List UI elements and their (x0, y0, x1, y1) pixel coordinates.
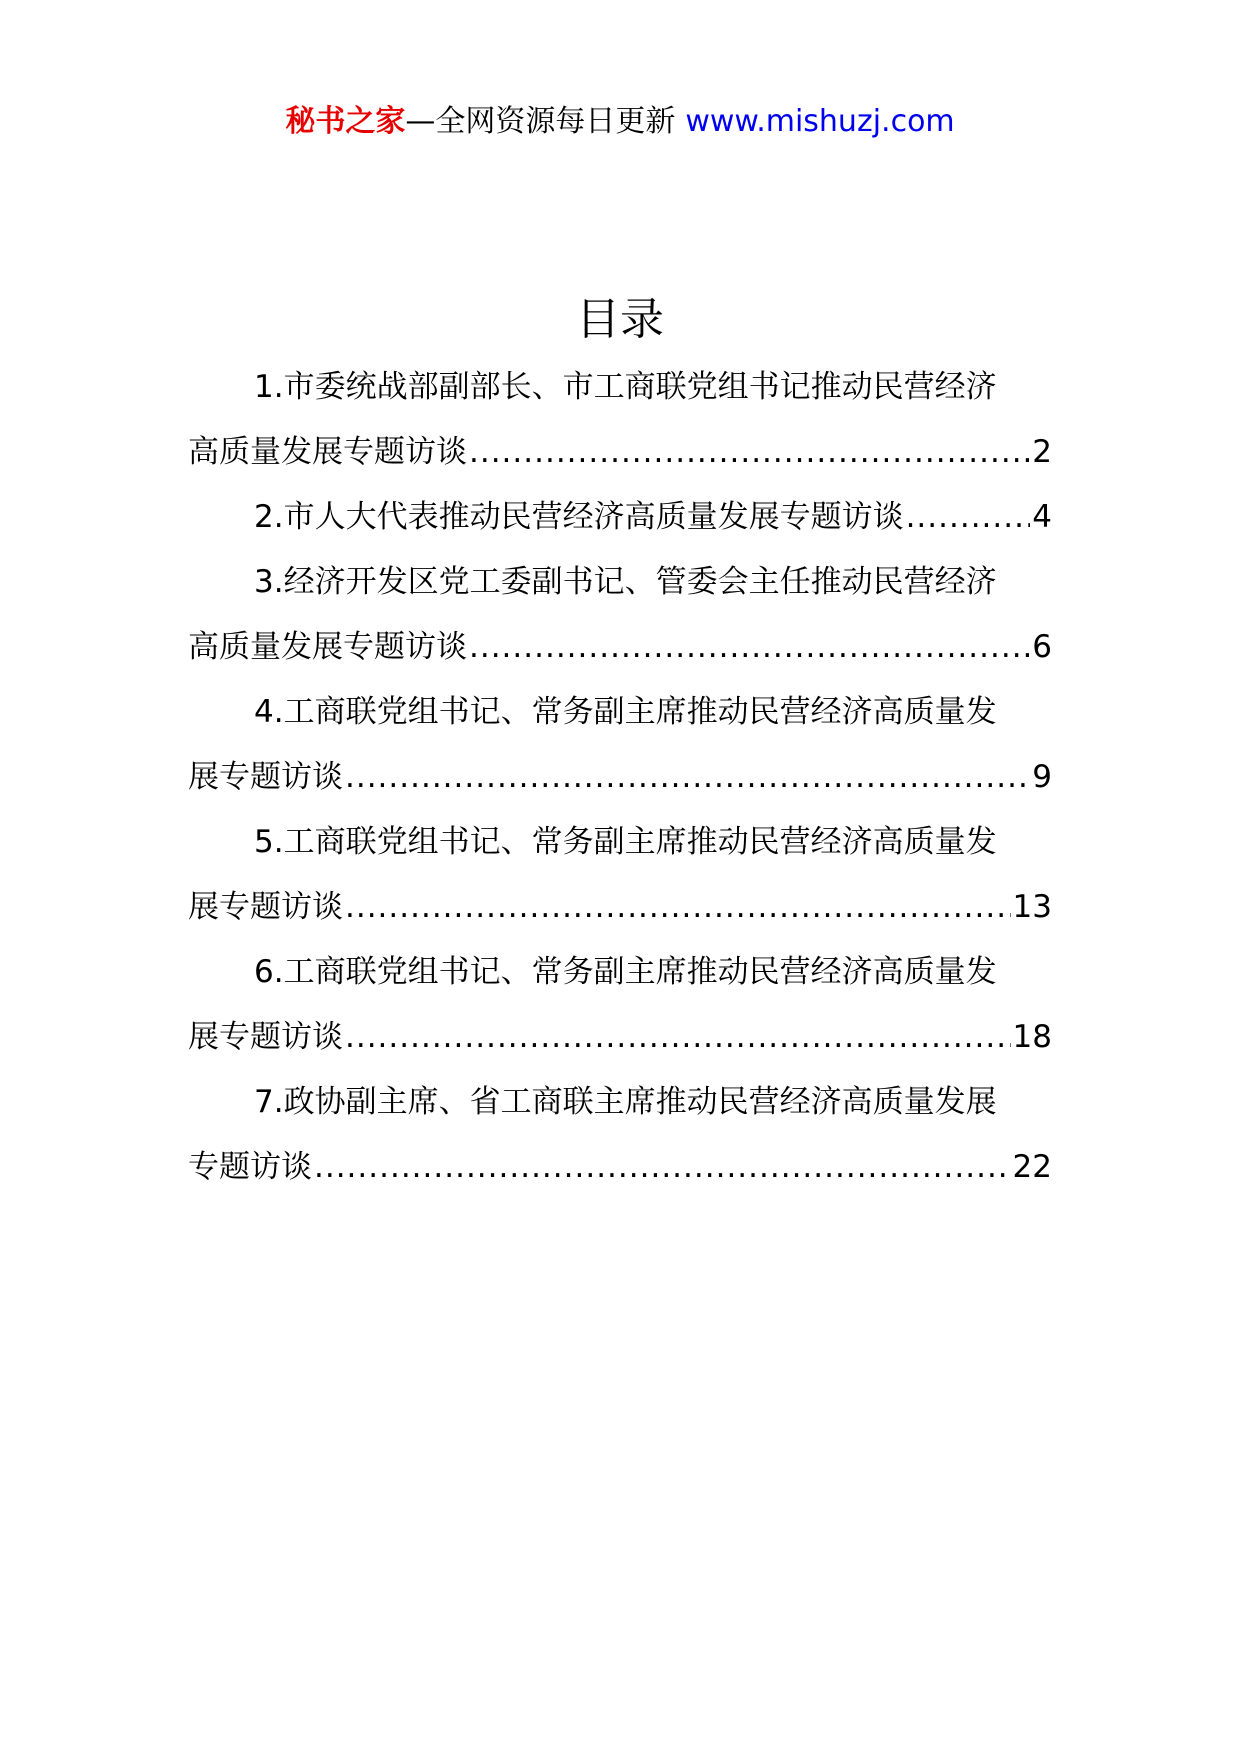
site-header (0, 100, 1240, 144)
toc-page-number: 2 (1032, 434, 1052, 470)
toc-page-number: 13 (1012, 889, 1052, 925)
toc-dot-leader (345, 745, 1030, 810)
brand-name: 秘书之家 (285, 104, 406, 139)
toc-page-number: 9 (1032, 759, 1052, 795)
toc-page-number: 18 (1012, 1019, 1052, 1055)
toc-entry-line: 4.工商联党组书记、常务副主席推动民营经济高质量发 (254, 694, 997, 730)
toc-page-number: 22 (1012, 1149, 1052, 1185)
toc-entry-last-line (188, 485, 1052, 550)
toc-dot-leader (906, 485, 1031, 550)
toc-entry-text: 展专题访谈 (188, 759, 343, 795)
site-tagline: —全网资源每日更新 (405, 104, 676, 139)
toc-entry-text: 专题访谈 (188, 1149, 312, 1185)
toc-entry-last-line (188, 420, 1052, 485)
toc-entry-line: 6.工商联党组书记、常务副主席推动民营经济高质量发 (254, 954, 997, 990)
toc-entry-line: 5.工商联党组书记、常务副主席推动民营经济高质量发 (254, 824, 997, 860)
toc-page-number: 4 (1032, 499, 1052, 535)
toc-entry-line: 3.经济开发区党工委副书记、管委会主任推动民营经济 (254, 564, 997, 600)
toc-entry-last-line (188, 745, 1052, 810)
toc-entry-last-line (188, 875, 1052, 940)
toc-entry-6[interactable] (188, 940, 1052, 1070)
toc-dot-leader (314, 1135, 1011, 1200)
toc-entry-line: 7.政协副主席、省工商联主席推动民营经济高质量发展 (254, 1084, 997, 1120)
toc-dot-leader (469, 420, 1030, 485)
toc-entry-4[interactable] (188, 680, 1052, 810)
toc-entry-text: 展专题访谈 (188, 1019, 343, 1055)
toc-entry-last-line (188, 615, 1052, 680)
toc-title: 目录 (576, 294, 664, 345)
toc-entry-last-line (188, 1005, 1052, 1070)
toc-entry-5[interactable] (188, 810, 1052, 940)
toc-dot-leader (469, 615, 1030, 680)
toc-dot-leader (345, 875, 1011, 940)
toc-entry-text: 展专题访谈 (188, 889, 343, 925)
toc-entry-last-line (188, 1135, 1052, 1200)
toc-entry-2[interactable] (188, 485, 1052, 550)
toc-entry-text: 高质量发展专题访谈 (188, 629, 467, 665)
toc-entry-text: 高质量发展专题访谈 (188, 434, 467, 470)
table-of-contents (188, 355, 1052, 1200)
toc-entry-3[interactable] (188, 550, 1052, 680)
toc-entry-7[interactable] (188, 1070, 1052, 1200)
toc-entry-1[interactable] (188, 355, 1052, 485)
site-url-link[interactable]: www.mishuzj.com (685, 104, 955, 139)
toc-entry-line: 1.市委统战部副部长、市工商联党组书记推动民营经济 (254, 369, 997, 405)
toc-page-number: 6 (1032, 629, 1052, 665)
toc-dot-leader (345, 1005, 1011, 1070)
toc-entry-text: 2.市人大代表推动民营经济高质量发展专题访谈 (254, 499, 904, 535)
